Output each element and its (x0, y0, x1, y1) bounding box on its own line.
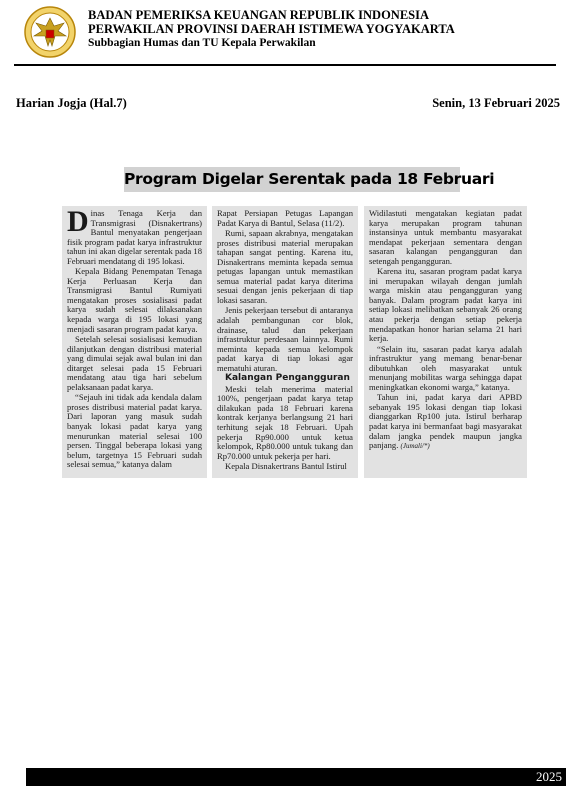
paragraph: Setelah selesai sosialisasi kemudian dilanjutkan dengan distribusi material yang dimulai sejak awal bulan ini dan ditarget selesai pada 15 Februari mendatang atau tiga hari sebelum pelaksanaan padat karya. (67, 334, 202, 392)
garuda-emblem-icon (24, 6, 76, 58)
paragraph: Dinas Tenaga Kerja dan Transmigrasi (Disnakertrans) Bantul menyatakan pengerjaan fisik program padat karya infrastruktur tahun ini akan digelar serentak pada 18 Februari mendatang di 195 lokasi. (67, 206, 202, 266)
article-headline: Program Digelar Serentak pada 18 Februari (124, 167, 460, 192)
organization-name (88, 8, 455, 50)
org-line-3: Subbagian Humas dan TU Kepala Perwakilan (88, 37, 316, 49)
article-column-2 (212, 206, 358, 478)
drop-cap: D (67, 206, 89, 238)
date-label: Senin, 13 Februari 2025 (432, 96, 560, 110)
paragraph: Widilastuti mengatakan kegiatan padat karya merupakan program tahunan instansinya untuk membantu masyarakat mendapat pekerjaan sementara dengan sasaran kalangan pengangguran dan setengah pengangguran. (369, 208, 522, 266)
org-line-2: PERWAKILAN PROVINSI DAERAH ISTIMEWA YOGYAKARTA (88, 22, 455, 36)
letterhead (24, 6, 564, 62)
source-label: Harian Jogja (Hal.7) (16, 96, 127, 110)
paragraph: Kepala Disnakertrans Bantul Istirul (225, 461, 347, 472)
paragraph: Rumi, sapaan akrabnya, mengatakan proses distribusi material merupakan tahapan sangat penting. Karena itu, Disnakertrans meminta kepada semua petugas lapangan untuk memastikan semua material padat karya diterima sesuai dengan jenis pekerjaan di tiap lokasi sasaran. (217, 228, 353, 305)
paragraph: Jenis pekerjaan tersebut di antaranya adalah pembangunan cor blok, drainase, talud dan pekerjaan infrastruktur perdesaan lainnya. Rumi meminta kepada semua kelompok padat karya di tiap lokasi agar mematuhi aturan. (217, 305, 353, 373)
header-divider (14, 64, 556, 66)
paragraph: Tahun ini, padat karya dari APBD sebanyak 195 lokasi dengan tiap lokasi dianggarkan Rp100 juta. Istirul berharap padat karya ini bermanfaat bagi masyarakat dalam jangka pendek maupun jangka panjang. (Jumali/*) (369, 392, 522, 451)
org-line-1: BADAN PEMERIKSA KEUANGAN REPUBLIK INDONESIA (88, 8, 430, 22)
paragraph: Rapat Persiapan Petugas Lapangan Padat Karya di Bantul, Selasa (11/2). (217, 208, 353, 228)
article-column-3 (364, 206, 527, 478)
paragraph: Karena itu, sasaran program padat karya ini merupakan wilayah dengan jumlah warga miskin atau pengangguran yang banyak. Dalam program padat karya ini setiap lokasi melibatkan sebanyak 26 orang atau pekerja dengan setiap pekerja mendapatkan honor harian selama 21 hari kerja. (369, 266, 522, 344)
paragraph: “Sejauh ini tidak ada kendala dalam proses distribusi material padat karya. Dari laporan yang masuk sudah banyak lokasi padat karya yang menurunkan material selesai 100 persen. Tinggal beberapa lokasi yang belum, targetnya 15 Februari sudah selesai semua,” katanya dalam (67, 392, 202, 470)
article-subheading: Kalangan Pengangguran (225, 373, 350, 384)
footer-bar (26, 768, 566, 786)
paragraph: Kepala Bidang Penempatan Tenaga Kerja Perluasan Kerja dan Transmigrasi Bantul Rumiyati mengatakan proses sosialisasi padat karya sudah selesai dilaksanakan kepada warga di 195 lokasi yang menjadi sasaran program padat karya. (67, 266, 202, 334)
footer-year: 2025 (536, 769, 562, 784)
author-signature: (Jumali/*) (400, 442, 430, 451)
paragraph: “Selain itu, sasaran padat karya adalah infrastruktur yang memang benar-benar dibutuhkan oleh masyarakat untuk menunjang mobilitas warga sehingga dapat meningkatkan ekonomi warga,” katanya. (369, 343, 522, 392)
paragraph: Meski telah menerima material 100%, pengerjaan padat karya tetap dilakukan pada 18 Februari karena kontrak kerjanya berlangsung 21 hari terhitung sejak 18 Februari. Upah pekerja Rp90.000 untuk ketua kelompok, Rp80.000 untuk tukang dan Rp70.000 untuk pekerja per hari. (217, 383, 353, 461)
article-column-1 (62, 206, 207, 478)
